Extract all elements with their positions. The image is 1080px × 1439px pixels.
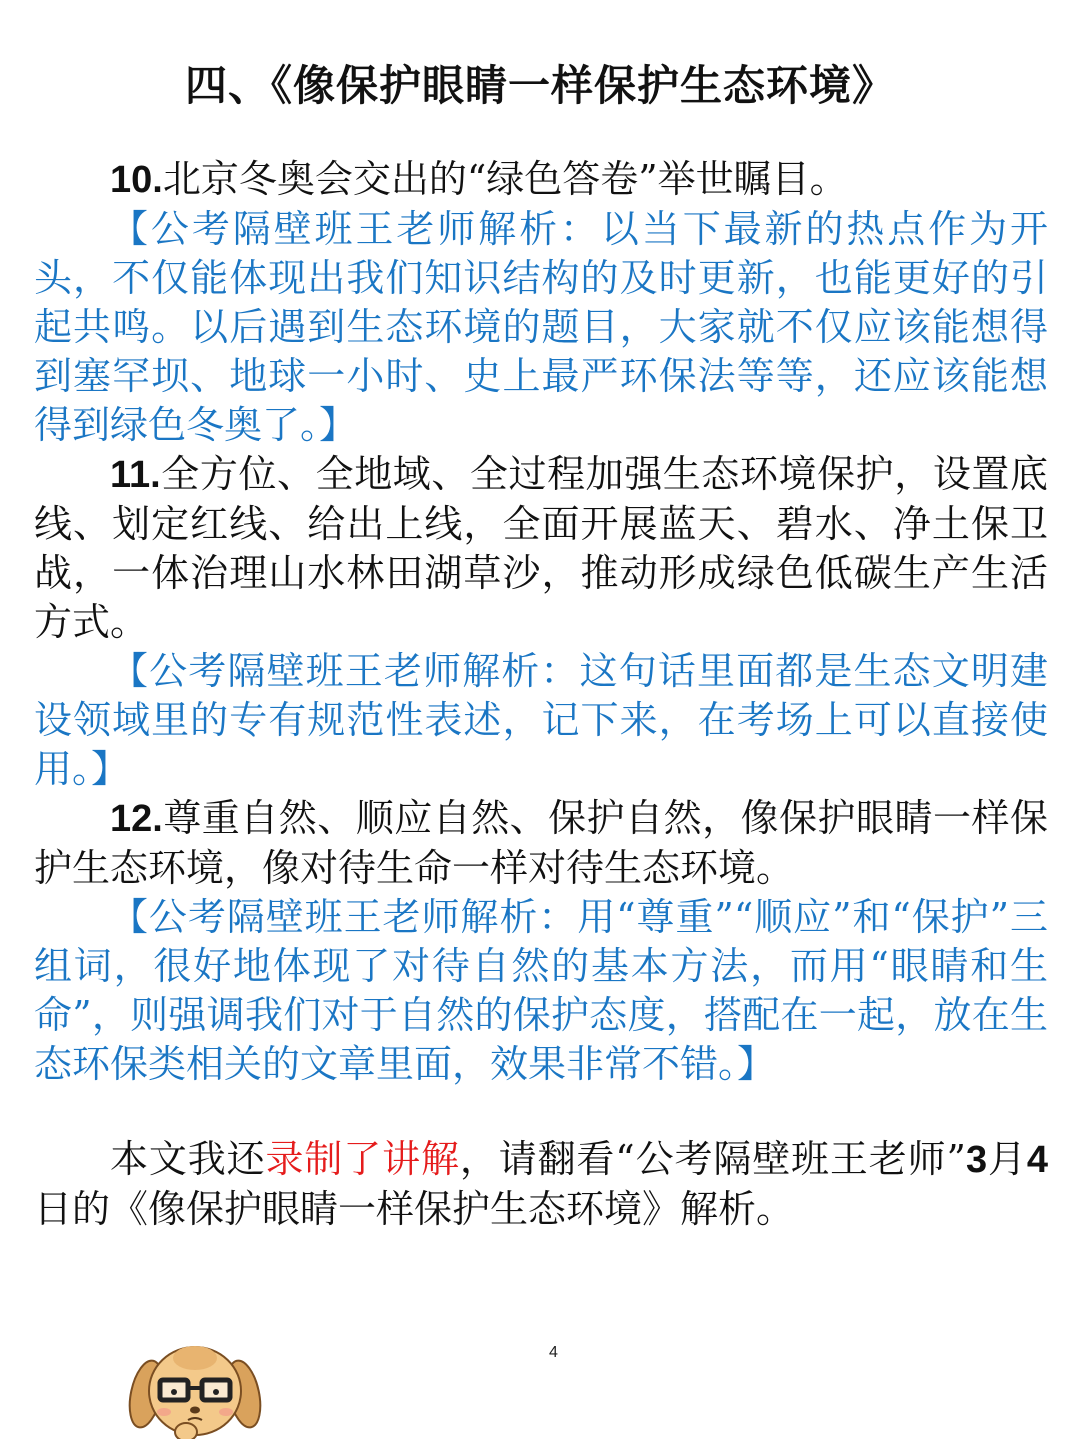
item-10-sentence: 北京冬奥会交出的“绿色答卷”举世瞩目。	[162, 157, 848, 201]
item-10-number: 10.	[110, 159, 163, 201]
item-12-sentence: 尊重自然、顺应自然、保护自然，像保护眼睛一样保护生态环境，像对待生命一样对待生态环境。	[34, 796, 1048, 890]
note-month: 3	[965, 1139, 988, 1181]
paragraph-gap	[34, 1089, 1048, 1135]
note-day: 4	[1026, 1139, 1048, 1181]
page-number: 4	[549, 1344, 558, 1361]
section-title: 四、《像保护眼睛一样保护生态环境》	[184, 61, 895, 110]
note-part-2: ，请翻看“公考隔壁班王老师”	[459, 1137, 966, 1181]
item-10-analysis: 【公考隔壁班王老师解析：以当下最新的热点作为开头，不仅能体现出我们知识结构的及时更新，也能更好的引起共鸣。以后遇到生态环境的题目，大家就不仅应该能想得到塞罕坝、地球一小时、史上最严环保法等等，还应该能想得到绿色冬奥了。】	[34, 207, 1048, 447]
item-11-number: 11.	[110, 454, 161, 496]
recording-note	[34, 1135, 1048, 1234]
item-12-number: 12.	[110, 798, 163, 840]
item-11-text	[34, 450, 1048, 647]
item-11-sentence: 全方位、全地域、全过程加强生态环境保护，设置底线、划定红线、给出上线，全面开展蓝天、碧水、净土保卫战，一体治理山水林田湖草沙，推动形成绿色低碳生产生活方式。	[34, 452, 1048, 644]
item-12-analysis: 【公考隔壁班王老师解析：用“尊重”“顺应”和“保护”三组词，很好地体现了对待自然的基本方法，而用“眼睛和生命”，则强调我们对于自然的保护态度，搭配在一起，放在生态环保类相关的文章里面，效果非常不错。】	[34, 895, 1048, 1086]
note-part-1: 本文我还	[110, 1137, 266, 1181]
item-11-analysis: 【公考隔壁班王老师解析：这句话里面都是生态文明建设领域里的专有规范性表述，记下来，在考场上可以直接使用。】	[34, 649, 1048, 791]
note-part-3: 月	[987, 1137, 1027, 1181]
note-part-4: 日的《像保护眼睛一样保护生态环境》解析。	[34, 1187, 795, 1231]
document-body	[34, 155, 1048, 1234]
note-highlight: 录制了讲解	[265, 1137, 460, 1181]
cartoon-dog-with-glasses-icon	[128, 1336, 262, 1439]
item-12-text	[34, 794, 1048, 893]
item-10-text	[34, 155, 1048, 205]
